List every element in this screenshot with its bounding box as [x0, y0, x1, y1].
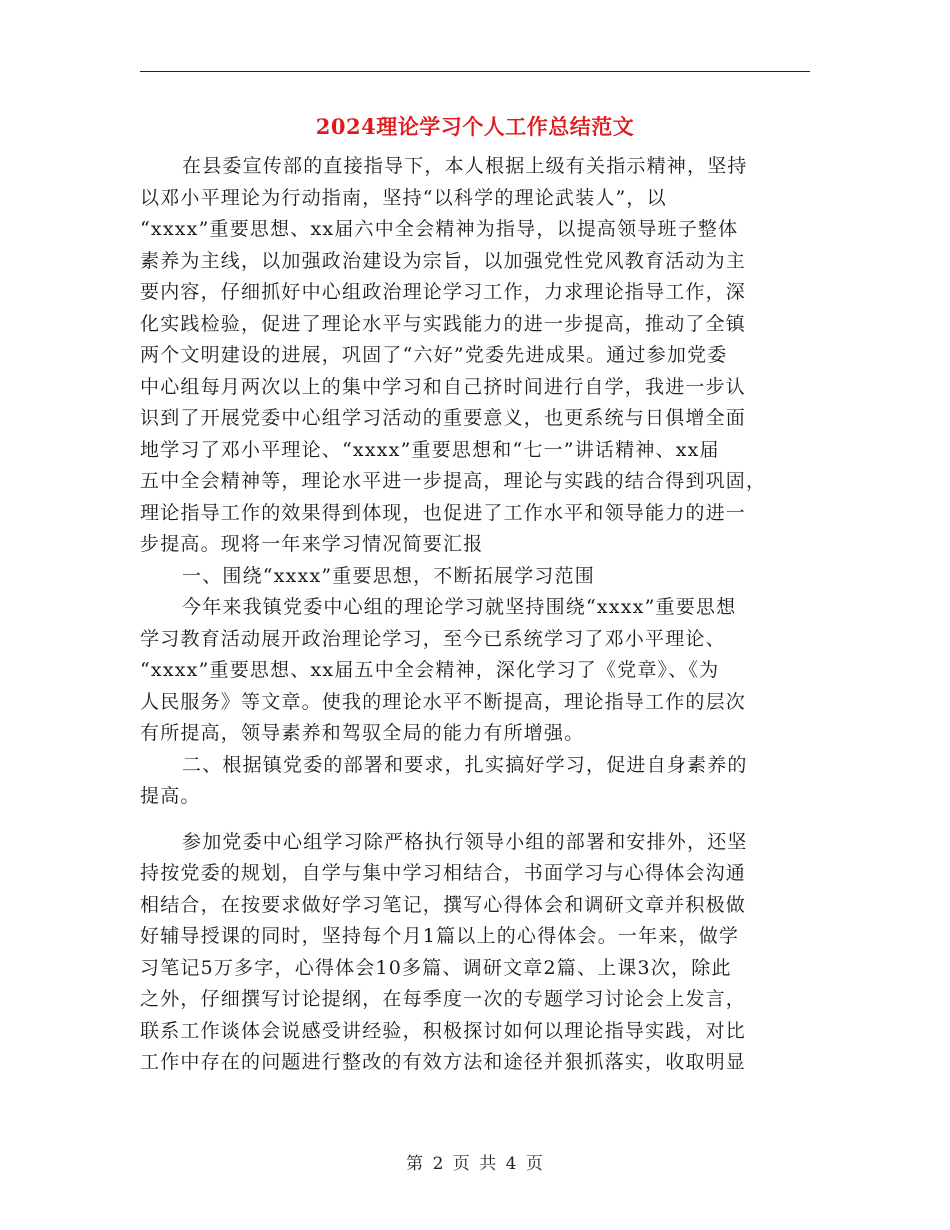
- text-line: 工作中存在的问题进行整改的有效方法和途径并狠抓落实，收取明显: [140, 1051, 747, 1073]
- text-line: 两个文明建设的进展，巩固了“六好”党委先进成果。通过参加党委: [140, 344, 728, 366]
- text-line: 相结合，在按要求做好学习笔记，撰写心得体会和调研文章并积极做: [140, 893, 747, 916]
- text-line: 步提高。现将一年来学习情况简要汇报: [140, 533, 484, 555]
- text-line: 有所提高，领导素养和驾驭全局的能力有所增强。: [140, 722, 585, 744]
- paragraph-section-2: [140, 827, 810, 1079]
- text-line: 五中全会精神等，理论水平进一步提高，理论与实践的结合得到巩固，: [140, 470, 767, 492]
- text-line: 联系工作谈体会说感受讲经验，积极探讨如何以理论指导实践，对比: [140, 1019, 747, 1042]
- section-heading-2: [140, 750, 810, 813]
- text-line: 素养为主线，以加强政治建设为宗旨，以加强党性党风教育活动为主: [140, 249, 747, 272]
- text-line: 化实践检验，促进了理论水平与实践能力的进一步提高，推动了全镇: [140, 312, 747, 335]
- text-line: 在县委宣传部的直接指导下，本人根据上级有关指示精神，坚持: [182, 155, 748, 177]
- text-line: 一、围绕“xxxx”重要思想，不断拓展学习范围: [182, 564, 595, 587]
- total-page-number: 4: [505, 1154, 518, 1174]
- text-line: 参加党委中心组学习除严格执行领导小组的部署和安排外，还坚: [182, 830, 748, 853]
- text-line: 之外，仔细撰写讨论提纲，在每季度一次的专题学习讨论会上发言，: [140, 988, 747, 1010]
- footer-prefix: 第: [406, 1154, 425, 1174]
- text-line: “xxxx”重要思想、xx届六中全会精神为指导，以提高领导班子整体: [140, 218, 739, 240]
- text-line: 习笔记5万多字，心得体会10多篇、调研文章2篇、上课3次，除此: [140, 956, 732, 979]
- footer-total-word: 共: [479, 1154, 498, 1174]
- text-line: 以邓小平理论为行动指南，坚持“以科学的理论武装人”，以: [140, 186, 667, 209]
- text-line: 好辅导授课的同时，坚持每个月1篇以上的心得体会。一年来，做学: [140, 925, 740, 947]
- text-line: 二、根据镇党委的部署和要求，扎实搞好学习，促进自身素养的: [182, 753, 748, 776]
- document-body: [140, 151, 810, 1079]
- footer-page-word: 页: [452, 1154, 471, 1174]
- text-line: 人民服务》等文章。使我的理论水平不断提高，理论指导工作的层次: [140, 690, 747, 713]
- paragraph-intro: [140, 151, 810, 561]
- text-line: 要内容，仔细抓好中心组政治理论学习工作，力求理论指导工作，深: [140, 281, 747, 303]
- document-title: 2024理论学习个人工作总结范文: [315, 114, 635, 139]
- paragraph-section-1: [140, 592, 810, 750]
- text-line: 理论指导工作的效果得到体现，也促进了工作水平和领导能力的进一: [140, 501, 747, 524]
- text-line: 地学习了邓小平理论、“xxxx”重要思想和“七一”讲话精神、xx届: [140, 438, 720, 461]
- current-page-number: 2: [432, 1154, 445, 1174]
- text-line: “xxxx”重要思想、xx届五中全会精神，深化学习了《党章》、《为: [140, 659, 720, 681]
- paragraph-gap: [140, 813, 810, 827]
- page-number-footer: [140, 1152, 810, 1176]
- header-rule: [140, 71, 810, 72]
- text-line: 提高。: [140, 785, 201, 807]
- text-line: 持按党委的规划，自学与集中学习相结合，书面学习与心得体会沟通: [140, 862, 747, 884]
- text-line: 学习教育活动展开政治理论学习，至今已系统学习了邓小平理论、: [140, 627, 726, 650]
- text-line: 识到了开展党委中心组学习活动的重要意义，也更系统与日俱增全面: [140, 407, 747, 429]
- text-line: 中心组每月两次以上的集中学习和自己挤时间进行自学，我进一步认: [140, 375, 747, 398]
- footer-suffix: 页: [525, 1154, 544, 1174]
- section-heading-1: [140, 561, 810, 593]
- text-line: 今年来我镇党委中心组的理论学习就坚持围绕“xxxx”重要思想: [182, 596, 737, 618]
